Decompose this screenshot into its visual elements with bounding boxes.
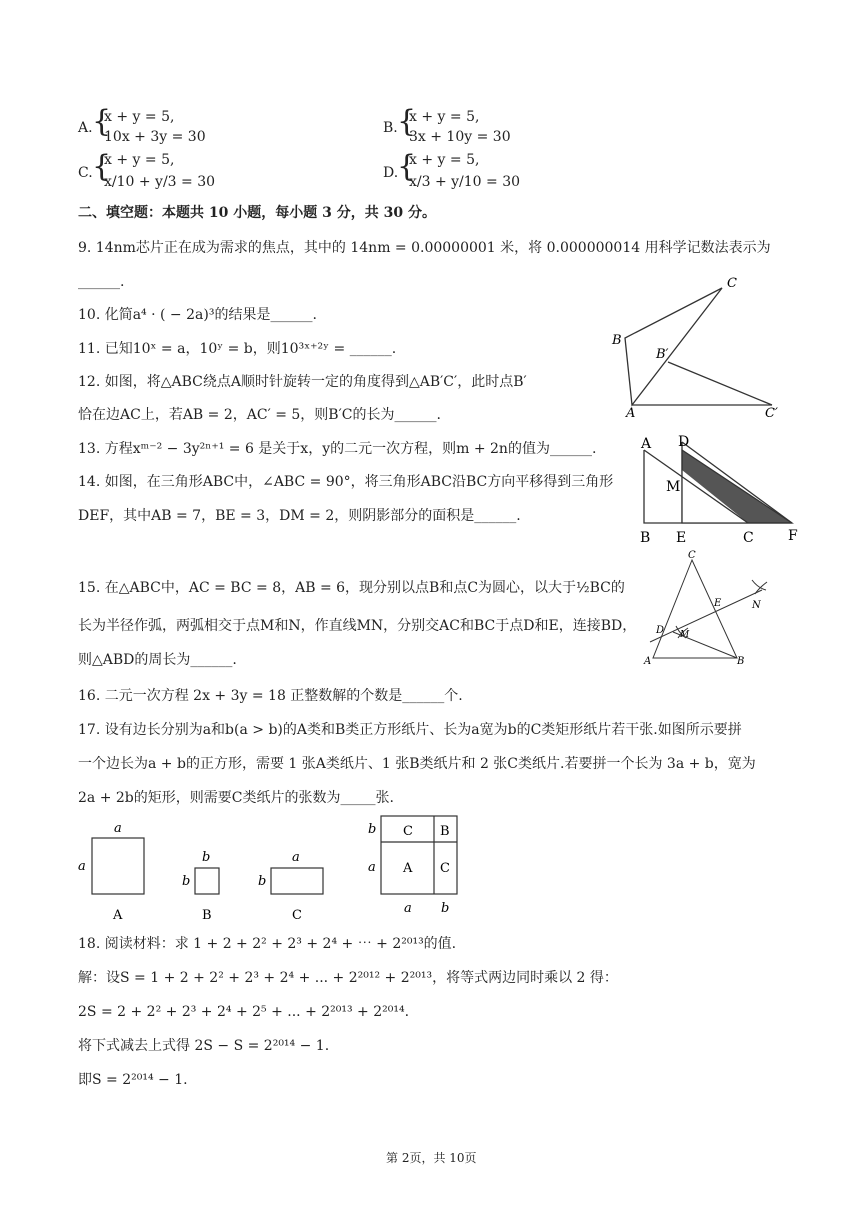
- q14-line2: DEF，其中AB = 7，BE = 3，DM = 2，则阴影部分的面积是______.: [78, 508, 521, 524]
- q14-line1: 14. 如图，在三角形ABC中，∠ABC = 90°，将三角形ABC沿BC方向平移得到三角形: [78, 474, 614, 490]
- option-c-label: C.: [78, 165, 93, 181]
- label-type-c: C: [292, 908, 302, 923]
- section-title: 二、填空题：本题共 10 小题，每小题 3 分，共 30 分。: [78, 205, 436, 221]
- label-a-bottom: a: [404, 901, 412, 916]
- option-d-system: [409, 150, 520, 192]
- label-a: A: [641, 436, 652, 452]
- label-f: F: [788, 528, 798, 544]
- label-a-top-c: a: [292, 850, 300, 865]
- q9-line2: ______.: [78, 274, 125, 290]
- label-m: M: [680, 630, 690, 640]
- label-a: A: [644, 656, 652, 667]
- q18-line1: 18. 阅读材料：求 1 + 2 + 2² + 2³ + 2⁴ + ⋯ + 2²⁰¹³的值.: [78, 936, 457, 952]
- q12-line2: 恰在边AC上，若AB = 2，AC′ = 5，则B′C的长为______.: [78, 407, 441, 423]
- label-b-left: b: [182, 874, 191, 889]
- q11: 11. 已知10ˣ = a，10ʸ = b，则10³ˣ⁺²ʸ = ______.: [78, 341, 397, 357]
- label-c-prime: C′: [765, 406, 778, 420]
- tile-a: A: [403, 861, 413, 876]
- q16: 16. 二元一次方程 2x + 3y = 18 正整数解的个数是______个.: [78, 688, 463, 704]
- tile-c-right: C: [440, 861, 450, 876]
- brace: {: [397, 104, 417, 139]
- q17-line1: 17. 设有边长分别为a和b(a > b)的A类和B类正方形纸片、长为a宽为b的C类矩形纸片若干张.如图所示要拼: [78, 722, 742, 738]
- triangle-abc: [653, 560, 737, 658]
- label-type-a: A: [113, 908, 123, 923]
- label-c: C: [727, 276, 737, 291]
- line-mn: [650, 590, 762, 642]
- label-b: B: [612, 333, 622, 348]
- label-n: N: [752, 600, 761, 611]
- option-d-eq2: x/3 + y/10 = 30: [409, 174, 521, 190]
- q15-line1: 15. 在△ABC中，AC = BC = 8，AB = 6，现分别以点B和点C为圆心，以大于½BC的: [78, 580, 625, 596]
- brace: {: [92, 149, 112, 184]
- square-a: [92, 838, 144, 894]
- page-footer: 第 2页，共 10页: [386, 1151, 477, 1165]
- option-a-system: [104, 107, 206, 147]
- q18-line4: 将下式减去上式得 2S − S = 2²⁰¹⁴ − 1.: [78, 1038, 330, 1054]
- label-a-left: a: [78, 859, 86, 874]
- translation-figure: [636, 432, 806, 550]
- q10: 10. 化简a⁴ · ( − 2a)³的结果是______.: [78, 307, 317, 323]
- option-d-label: D.: [383, 165, 399, 181]
- label-m: M: [666, 479, 681, 495]
- q15-line3: 则△ABD的周长为______.: [78, 652, 237, 668]
- label-b-bottom: b: [441, 901, 450, 916]
- option-c-eq1: x + y = 5,: [104, 152, 175, 168]
- q12-line1: 12. 如图，将△ABC绕点A顺时针旋转一定的角度得到△AB′C′，此时点B′: [78, 374, 527, 390]
- label-a-top: a: [114, 821, 122, 836]
- q18-line3: 2S = 2 + 2² + 2³ + 2⁴ + 2⁵ + ... + 2²⁰¹³ + 2²⁰¹⁴.: [78, 1004, 410, 1020]
- q13: 13. 方程xᵐ⁻² − 3y²ⁿ⁺¹ = 6 是关于x，y的二元一次方程，则m + 2n的值为______.: [78, 441, 597, 457]
- option-c-eq2: x/10 + y/3 = 30: [104, 174, 216, 190]
- label-c: C: [743, 530, 754, 546]
- label-b: B: [640, 530, 651, 546]
- tile-b: B: [440, 824, 450, 839]
- label-b-top: b: [202, 850, 211, 865]
- label-b: B: [737, 656, 745, 667]
- q18-line2: 解：设S = 1 + 2 + 2² + 2³ + 2⁴ + ... + 2²⁰¹² + 2²⁰¹³，将等式两边同时乘以 2 得：: [78, 970, 618, 986]
- paper-tiles-figure: [70, 812, 470, 924]
- q17-line2: 一个边长为a + b的正方形，需要 1 张A类纸片、1 张B类纸片和 2 张C类纸片.若要拼一个长为 3a + b，宽为: [78, 756, 756, 772]
- option-b-eq1: x + y = 5,: [409, 109, 480, 125]
- q18-line5: 即S = 2²⁰¹⁴ − 1.: [78, 1072, 188, 1088]
- label-a: A: [626, 406, 636, 420]
- label-c: C: [688, 550, 696, 561]
- label-b-left-c: b: [258, 874, 267, 889]
- brace: {: [92, 104, 112, 139]
- triangle-abc: [625, 288, 722, 405]
- option-c-system: [104, 150, 215, 192]
- option-a-eq1: x + y = 5,: [104, 109, 175, 125]
- q17-line3: 2a + 2b的矩形，则需要C类纸片的张数为_____张.: [78, 790, 394, 806]
- label-d: D: [678, 434, 690, 450]
- label-b-prime: B′: [656, 347, 669, 362]
- label-type-b: B: [202, 908, 212, 923]
- square-b: [195, 868, 219, 894]
- option-d-eq1: x + y = 5,: [409, 152, 480, 168]
- tile-c-top: C: [403, 824, 413, 839]
- rotation-figure: [600, 270, 790, 420]
- option-b-label: B.: [383, 120, 398, 136]
- option-b-eq2: 3x + 10y = 30: [409, 129, 511, 145]
- label-e: E: [676, 530, 687, 546]
- q9-line1: 9. 14nm芯片正在成为需求的焦点，其中的 14nm = 0.00000001 米，将 0.000000014 用科学记数法表示为: [78, 240, 771, 256]
- label-a-side: a: [368, 860, 376, 875]
- q15-line2: 长为半径作弧，两弧相交于点M和N，作直线MN，分别交AC和BC于点D和E，连接BD，: [78, 618, 637, 634]
- option-b-system: [409, 107, 511, 147]
- option-a-label: A.: [78, 120, 93, 136]
- brace: {: [397, 149, 417, 184]
- option-a-eq2: 10x + 3y = 30: [104, 129, 206, 145]
- label-d: D: [656, 625, 665, 636]
- rect-c: [271, 868, 323, 894]
- label-b-side: b: [368, 822, 377, 837]
- segment-b-prime-c-prime: [668, 362, 772, 405]
- label-e: E: [714, 598, 722, 609]
- perpendicular-bisector-figure: [640, 548, 780, 670]
